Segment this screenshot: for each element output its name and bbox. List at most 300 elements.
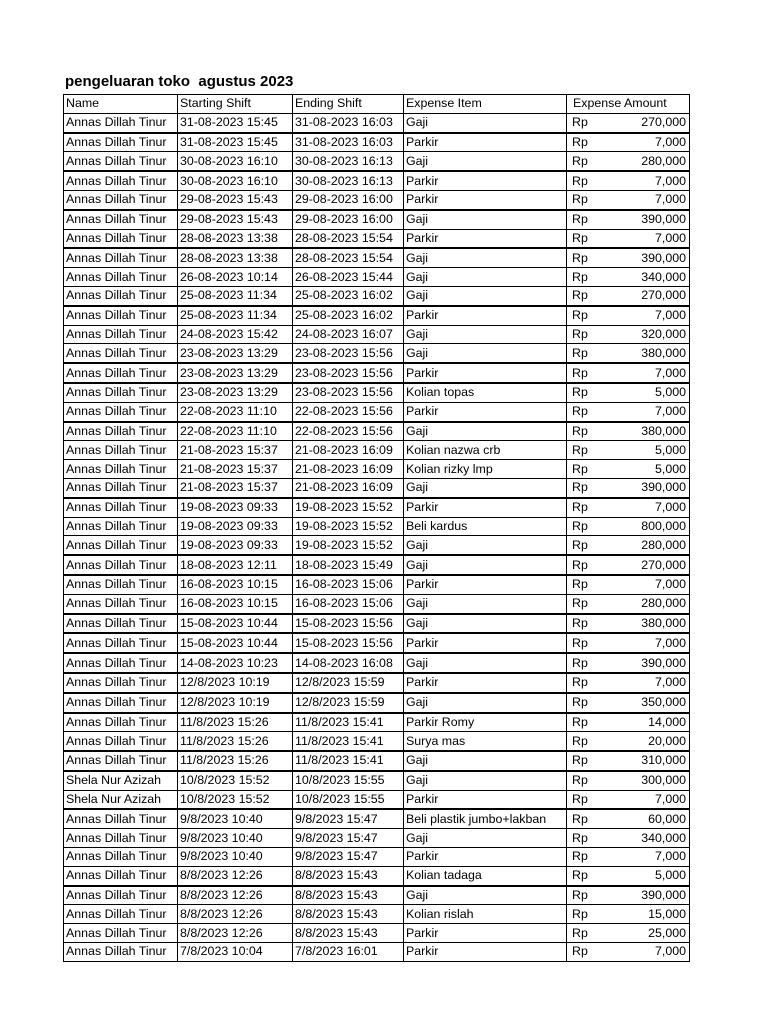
cell-expense-item[interactable]: Parkir [404,924,567,943]
cell-ending-shift[interactable]: 14-08-2023 16:08 [293,653,404,673]
table-row [64,478,690,497]
cell-ending-shift[interactable]: 12/8/2023 15:59 [293,693,404,713]
cell-expense-amount[interactable] [567,848,690,867]
cell-name[interactable]: Annas Dillah Tinur [64,848,178,867]
cell-expense-item[interactable]: Gaji [404,693,567,713]
cell-ending-shift[interactable]: 19-08-2023 15:52 [293,517,404,536]
column-header-starting-shift[interactable]: Starting Shift [178,95,293,114]
cell-ending-shift[interactable]: 8/8/2023 15:43 [293,924,404,943]
cell-expense-item[interactable]: Beli plastik jumbo+lakban [404,809,567,828]
amount-value: 5,000 [654,385,686,400]
cell-expense-amount[interactable] [567,693,690,713]
currency-label: Rp [572,695,588,710]
cell-ending-shift[interactable]: 11/8/2023 15:41 [293,732,404,751]
cell-ending-shift[interactable]: 24-08-2023 16:07 [293,325,404,344]
cell-expense-item[interactable]: Parkir [404,133,567,152]
cell-expense-amount[interactable] [567,383,690,402]
cell-ending-shift[interactable]: 9/8/2023 15:47 [293,848,404,867]
cell-expense-amount[interactable] [567,229,690,248]
cell-expense-item[interactable]: Gaji [404,152,567,171]
amount-value: 7,000 [654,849,686,864]
cell-starting-shift[interactable]: 28-08-2023 13:38 [178,229,293,248]
cell-expense-item[interactable]: Gaji [404,751,567,771]
cell-expense-item[interactable]: Gaji [404,286,567,305]
amount-value: 20,000 [648,733,686,748]
currency-label: Rp [572,655,588,670]
amount-value: 15,000 [648,906,686,921]
table-row [64,829,690,848]
table-row [64,344,690,363]
cell-ending-shift[interactable]: 15-08-2023 15:56 [293,633,404,653]
cell-expense-amount[interactable] [567,210,690,229]
cell-ending-shift[interactable]: 19-08-2023 15:52 [293,536,404,555]
cell-expense-amount[interactable] [567,517,690,536]
cell-expense-item[interactable]: Gaji [404,614,567,634]
amount-value: 7,000 [654,635,686,650]
cell-name[interactable]: Annas Dillah Tinur [64,829,178,848]
cell-name[interactable]: Annas Dillah Tinur [64,460,178,479]
cell-name[interactable]: Shela Nur Azizah [64,771,178,790]
amount-value: 5,000 [654,461,686,476]
currency-label: Rp [572,944,588,959]
cell-starting-shift[interactable]: 23-08-2023 13:29 [178,363,293,383]
table-row [64,673,690,693]
cell-ending-shift[interactable]: 30-08-2023 16:13 [293,152,404,171]
cell-expense-item[interactable]: Gaji [404,771,567,790]
cell-starting-shift[interactable]: 14-08-2023 10:23 [178,653,293,673]
cell-expense-amount[interactable] [567,498,690,517]
currency-label: Rp [572,480,588,495]
amount-value: 25,000 [648,925,686,940]
cell-expense-amount[interactable] [567,113,690,132]
cell-name[interactable]: Annas Dillah Tinur [64,673,178,693]
cell-starting-shift[interactable]: 28-08-2023 13:38 [178,248,293,267]
cell-starting-shift[interactable]: 8/8/2023 12:26 [178,924,293,943]
cell-ending-shift[interactable]: 15-08-2023 15:56 [293,614,404,634]
table-row [64,751,690,771]
cell-expense-item[interactable]: Parkir [404,575,567,594]
cell-ending-shift[interactable]: 16-08-2023 15:06 [293,594,404,613]
cell-expense-amount[interactable] [567,536,690,555]
cell-ending-shift[interactable]: 22-08-2023 15:56 [293,422,404,441]
cell-starting-shift[interactable]: 30-08-2023 16:10 [178,152,293,171]
currency-label: Rp [572,442,588,457]
cell-expense-amount[interactable] [567,924,690,943]
cell-expense-amount[interactable] [567,325,690,344]
cell-starting-shift[interactable]: 10/8/2023 15:52 [178,771,293,790]
cell-name[interactable]: Shela Nur Azizah [64,790,178,809]
cell-name[interactable]: Annas Dillah Tinur [64,555,178,575]
cell-name[interactable]: Annas Dillah Tinur [64,517,178,536]
cell-ending-shift[interactable]: 28-08-2023 15:54 [293,248,404,267]
currency-label: Rp [572,153,588,168]
cell-starting-shift[interactable]: 23-08-2023 13:29 [178,344,293,363]
cell-expense-amount[interactable] [567,829,690,848]
cell-name[interactable]: Annas Dillah Tinur [64,190,178,209]
table-row [64,924,690,943]
cell-name[interactable]: Annas Dillah Tinur [64,575,178,594]
cell-expense-item[interactable]: Gaji [404,422,567,441]
cell-expense-item[interactable]: Parkir [404,171,567,190]
table-row [64,363,690,383]
cell-expense-item[interactable]: Parkir [404,673,567,693]
cell-expense-amount[interactable] [567,306,690,325]
cell-starting-shift[interactable]: 25-08-2023 11:34 [178,286,293,305]
cell-starting-shift[interactable]: 31-08-2023 15:45 [178,113,293,132]
table-row [64,886,690,905]
table-row [64,536,690,555]
table-row [64,653,690,673]
cell-expense-amount[interactable] [567,809,690,828]
cell-ending-shift[interactable]: 29-08-2023 16:00 [293,190,404,209]
cell-ending-shift[interactable]: 31-08-2023 16:03 [293,113,404,132]
cell-ending-shift[interactable]: 19-08-2023 15:52 [293,498,404,517]
cell-name[interactable]: Annas Dillah Tinur [64,344,178,363]
cell-starting-shift[interactable]: 29-08-2023 15:43 [178,190,293,209]
cell-ending-shift[interactable]: 23-08-2023 15:56 [293,363,404,383]
cell-ending-shift[interactable]: 30-08-2023 16:13 [293,171,404,190]
cell-expense-item[interactable]: Kolian nazwa crb [404,441,567,460]
cell-ending-shift[interactable]: 12/8/2023 15:59 [293,673,404,693]
cell-starting-shift[interactable]: 8/8/2023 12:26 [178,886,293,905]
cell-name[interactable]: Annas Dillah Tinur [64,422,178,441]
currency-label: Rp [572,345,588,360]
amount-value: 7,000 [654,308,686,323]
amount-value: 320,000 [641,326,686,341]
cell-expense-item[interactable]: Gaji [404,653,567,673]
cell-expense-item[interactable]: Kolian rizky lmp [404,460,567,479]
cell-expense-item[interactable]: Kolian topas [404,383,567,402]
cell-starting-shift[interactable]: 22-08-2023 11:10 [178,422,293,441]
cell-expense-amount[interactable] [567,673,690,693]
table-row [64,693,690,713]
cell-starting-shift[interactable]: 25-08-2023 11:34 [178,306,293,325]
cell-expense-item[interactable]: Parkir [404,848,567,867]
currency-label: Rp [572,635,588,650]
cell-expense-amount[interactable] [567,402,690,421]
cell-starting-shift[interactable]: 12/8/2023 10:19 [178,693,293,713]
cell-name[interactable]: Annas Dillah Tinur [64,113,178,132]
cell-name[interactable]: Annas Dillah Tinur [64,536,178,555]
amount-value: 270,000 [641,115,686,130]
cell-expense-amount[interactable] [567,713,690,732]
amount-value: 7,000 [654,192,686,207]
cell-ending-shift[interactable]: 22-08-2023 15:56 [293,402,404,421]
cell-ending-shift[interactable]: 26-08-2023 15:44 [293,268,404,287]
cell-name[interactable]: Annas Dillah Tinur [64,478,178,497]
expense-table [63,94,690,962]
currency-label: Rp [572,385,588,400]
cell-name[interactable]: Annas Dillah Tinur [64,210,178,229]
cell-expense-amount[interactable] [567,751,690,771]
cell-expense-amount[interactable] [567,286,690,305]
currency-label: Rp [572,461,588,476]
cell-expense-item[interactable]: Parkir [404,633,567,653]
cell-expense-item[interactable]: Surya mas [404,732,567,751]
cell-starting-shift[interactable]: 11/8/2023 15:26 [178,732,293,751]
currency-label: Rp [572,173,588,188]
cell-expense-item[interactable]: Beli kardus [404,517,567,536]
currency-label: Rp [572,326,588,341]
cell-expense-amount[interactable] [567,653,690,673]
cell-name[interactable]: Annas Dillah Tinur [64,594,178,613]
amount-value: 7,000 [654,173,686,188]
cell-expense-amount[interactable] [567,866,690,885]
cell-expense-amount[interactable] [567,943,690,962]
cell-ending-shift[interactable]: 11/8/2023 15:41 [293,751,404,771]
cell-name[interactable]: Annas Dillah Tinur [64,383,178,402]
cell-starting-shift[interactable]: 19-08-2023 09:33 [178,536,293,555]
cell-ending-shift[interactable]: 21-08-2023 16:09 [293,441,404,460]
cell-name[interactable]: Annas Dillah Tinur [64,943,178,962]
currency-label: Rp [572,269,588,284]
cell-starting-shift[interactable]: 8/8/2023 12:26 [178,866,293,885]
cell-expense-amount[interactable] [567,344,690,363]
table-row [64,383,690,402]
currency-label: Rp [572,596,588,611]
cell-expense-amount[interactable] [567,171,690,190]
cell-starting-shift[interactable]: 21-08-2023 15:37 [178,441,293,460]
cell-expense-amount[interactable] [567,133,690,152]
amount-value: 390,000 [641,655,686,670]
cell-name[interactable]: Annas Dillah Tinur [64,229,178,248]
cell-ending-shift[interactable]: 23-08-2023 15:56 [293,344,404,363]
table-row [64,555,690,575]
cell-starting-shift[interactable]: 8/8/2023 12:26 [178,905,293,924]
cell-name[interactable]: Annas Dillah Tinur [64,306,178,325]
cell-expense-item[interactable]: Parkir [404,402,567,421]
currency-label: Rp [572,675,588,690]
cell-name[interactable]: Annas Dillah Tinur [64,693,178,713]
cell-expense-item[interactable]: Gaji [404,113,567,132]
currency-label: Rp [572,849,588,864]
cell-starting-shift[interactable]: 26-08-2023 10:14 [178,268,293,287]
cell-starting-shift[interactable]: 16-08-2023 10:15 [178,594,293,613]
cell-ending-shift[interactable]: 10/8/2023 15:55 [293,771,404,790]
cell-name[interactable]: Annas Dillah Tinur [64,614,178,634]
cell-starting-shift[interactable]: 21-08-2023 15:37 [178,460,293,479]
cell-ending-shift[interactable]: 16-08-2023 15:06 [293,575,404,594]
cell-ending-shift[interactable]: 8/8/2023 15:43 [293,905,404,924]
amount-value: 7,000 [654,134,686,149]
cell-expense-amount[interactable] [567,732,690,751]
cell-starting-shift[interactable]: 16-08-2023 10:15 [178,575,293,594]
cell-starting-shift[interactable]: 7/8/2023 10:04 [178,943,293,962]
amount-value: 380,000 [641,615,686,630]
cell-ending-shift[interactable]: 25-08-2023 16:02 [293,306,404,325]
amount-value: 7,000 [654,230,686,245]
cell-expense-amount[interactable] [567,905,690,924]
cell-name[interactable]: Annas Dillah Tinur [64,653,178,673]
table-row [64,325,690,344]
cell-expense-amount[interactable] [567,422,690,441]
cell-expense-item[interactable]: Parkir [404,306,567,325]
cell-name[interactable]: Annas Dillah Tinur [64,402,178,421]
cell-starting-shift[interactable]: 9/8/2023 10:40 [178,829,293,848]
amount-value: 7,000 [654,675,686,690]
cell-expense-item[interactable]: Parkir [404,229,567,248]
cell-starting-shift[interactable]: 19-08-2023 09:33 [178,498,293,517]
cell-expense-amount[interactable] [567,190,690,209]
cell-name[interactable]: Annas Dillah Tinur [64,248,178,267]
cell-starting-shift[interactable]: 19-08-2023 09:33 [178,517,293,536]
currency-label: Rp [572,615,588,630]
table-row [64,133,690,152]
header-row [64,95,690,114]
cell-expense-item[interactable]: Kolian tadaga [404,866,567,885]
cell-expense-amount[interactable] [567,441,690,460]
cell-expense-item[interactable]: Gaji [404,594,567,613]
cell-ending-shift[interactable]: 9/8/2023 15:47 [293,829,404,848]
cell-starting-shift[interactable]: 9/8/2023 10:40 [178,848,293,867]
cell-ending-shift[interactable]: 8/8/2023 15:43 [293,886,404,905]
cell-expense-amount[interactable] [567,790,690,809]
cell-expense-amount[interactable] [567,594,690,613]
cell-expense-amount[interactable] [567,363,690,383]
cell-starting-shift[interactable]: 30-08-2023 16:10 [178,171,293,190]
table-row [64,517,690,536]
table-row [64,152,690,171]
cell-starting-shift[interactable]: 10/8/2023 15:52 [178,790,293,809]
amount-value: 390,000 [641,480,686,495]
table-row [64,809,690,828]
cell-expense-amount[interactable] [567,460,690,479]
cell-name[interactable]: Annas Dillah Tinur [64,133,178,152]
cell-starting-shift[interactable]: 15-08-2023 10:44 [178,614,293,634]
cell-ending-shift[interactable]: 7/8/2023 16:01 [293,943,404,962]
cell-expense-amount[interactable] [567,614,690,634]
currency-label: Rp [572,925,588,940]
cell-starting-shift[interactable]: 22-08-2023 11:10 [178,402,293,421]
cell-name[interactable]: Annas Dillah Tinur [64,713,178,732]
cell-starting-shift[interactable]: 12/8/2023 10:19 [178,673,293,693]
cell-expense-item[interactable]: Parkir [404,498,567,517]
amount-value: 390,000 [641,212,686,227]
cell-starting-shift[interactable]: 18-08-2023 12:11 [178,555,293,575]
cell-ending-shift[interactable]: 29-08-2023 16:00 [293,210,404,229]
cell-name[interactable]: Annas Dillah Tinur [64,325,178,344]
table-row [64,171,690,190]
cell-expense-amount[interactable] [567,268,690,287]
cell-name[interactable]: Annas Dillah Tinur [64,633,178,653]
cell-expense-item[interactable]: Gaji [404,248,567,267]
cell-name[interactable]: Annas Dillah Tinur [64,286,178,305]
cell-expense-amount[interactable] [567,633,690,653]
cell-expense-amount[interactable] [567,248,690,267]
cell-name[interactable]: Annas Dillah Tinur [64,268,178,287]
cell-ending-shift[interactable]: 28-08-2023 15:54 [293,229,404,248]
column-header-ending-shift[interactable]: Ending Shift [293,95,404,114]
cell-expense-item[interactable]: Parkir [404,790,567,809]
cell-expense-item[interactable]: Gaji [404,325,567,344]
cell-name[interactable]: Annas Dillah Tinur [64,809,178,828]
table-row [64,286,690,305]
currency-label: Rp [572,404,588,419]
cell-ending-shift[interactable]: 25-08-2023 16:02 [293,286,404,305]
cell-name[interactable]: Annas Dillah Tinur [64,152,178,171]
cell-expense-amount[interactable] [567,555,690,575]
cell-starting-shift[interactable]: 11/8/2023 15:26 [178,713,293,732]
cell-expense-item[interactable]: Gaji [404,478,567,497]
table-row [64,422,690,441]
amount-value: 5,000 [654,868,686,883]
cell-expense-item[interactable]: Parkir [404,190,567,209]
cell-ending-shift[interactable]: 8/8/2023 15:43 [293,866,404,885]
cell-starting-shift[interactable]: 15-08-2023 10:44 [178,633,293,653]
table-row [64,594,690,613]
cell-name[interactable]: Annas Dillah Tinur [64,751,178,771]
cell-starting-shift[interactable]: 29-08-2023 15:43 [178,210,293,229]
cell-expense-item[interactable]: Parkir Romy [404,713,567,732]
cell-name[interactable]: Annas Dillah Tinur [64,905,178,924]
currency-label: Rp [572,230,588,245]
cell-expense-item[interactable]: Gaji [404,829,567,848]
table-row [64,190,690,209]
table-row [64,713,690,732]
cell-ending-shift[interactable]: 21-08-2023 16:09 [293,460,404,479]
cell-expense-item[interactable]: Gaji [404,268,567,287]
cell-expense-amount[interactable] [567,886,690,905]
cell-starting-shift[interactable]: 23-08-2023 13:29 [178,383,293,402]
cell-ending-shift[interactable]: 18-08-2023 15:49 [293,555,404,575]
cell-expense-item[interactable]: Gaji [404,555,567,575]
cell-starting-shift[interactable]: 21-08-2023 15:37 [178,478,293,497]
cell-expense-item[interactable]: Kolian rislah [404,905,567,924]
cell-ending-shift[interactable]: 11/8/2023 15:41 [293,713,404,732]
cell-expense-item[interactable]: Gaji [404,536,567,555]
cell-expense-item[interactable]: Gaji [404,210,567,229]
cell-starting-shift[interactable]: 24-08-2023 15:42 [178,325,293,344]
column-header-name[interactable]: Name [64,95,178,114]
cell-name[interactable]: Annas Dillah Tinur [64,498,178,517]
cell-name[interactable]: Annas Dillah Tinur [64,732,178,751]
table-row [64,248,690,267]
cell-ending-shift[interactable]: 31-08-2023 16:03 [293,133,404,152]
cell-name[interactable]: Annas Dillah Tinur [64,866,178,885]
cell-expense-amount[interactable] [567,771,690,790]
cell-name[interactable]: Annas Dillah Tinur [64,363,178,383]
cell-starting-shift[interactable]: 11/8/2023 15:26 [178,751,293,771]
cell-expense-item[interactable]: Gaji [404,344,567,363]
amount-value: 280,000 [641,537,686,552]
cell-ending-shift[interactable]: 9/8/2023 15:47 [293,809,404,828]
cell-name[interactable]: Annas Dillah Tinur [64,886,178,905]
cell-ending-shift[interactable]: 21-08-2023 16:09 [293,478,404,497]
cell-name[interactable]: Annas Dillah Tinur [64,924,178,943]
column-header-expense-amount[interactable]: Expense Amount [567,95,690,114]
cell-expense-item[interactable]: Gaji [404,886,567,905]
amount-value: 280,000 [641,153,686,168]
cell-starting-shift[interactable]: 9/8/2023 10:40 [178,809,293,828]
cell-expense-item[interactable]: Parkir [404,943,567,962]
amount-value: 7,000 [654,404,686,419]
cell-expense-amount[interactable] [567,478,690,497]
cell-ending-shift[interactable]: 23-08-2023 15:56 [293,383,404,402]
cell-starting-shift[interactable]: 31-08-2023 15:45 [178,133,293,152]
cell-expense-amount[interactable] [567,152,690,171]
currency-label: Rp [572,192,588,207]
cell-name[interactable]: Annas Dillah Tinur [64,171,178,190]
cell-name[interactable]: Annas Dillah Tinur [64,441,178,460]
amount-value: 350,000 [641,695,686,710]
amount-value: 5,000 [654,442,686,457]
currency-label: Rp [572,811,588,826]
column-header-expense-item[interactable]: Expense Item [404,95,567,114]
cell-expense-amount[interactable] [567,575,690,594]
cell-expense-item[interactable]: Parkir [404,363,567,383]
cell-ending-shift[interactable]: 10/8/2023 15:55 [293,790,404,809]
table-row [64,633,690,653]
